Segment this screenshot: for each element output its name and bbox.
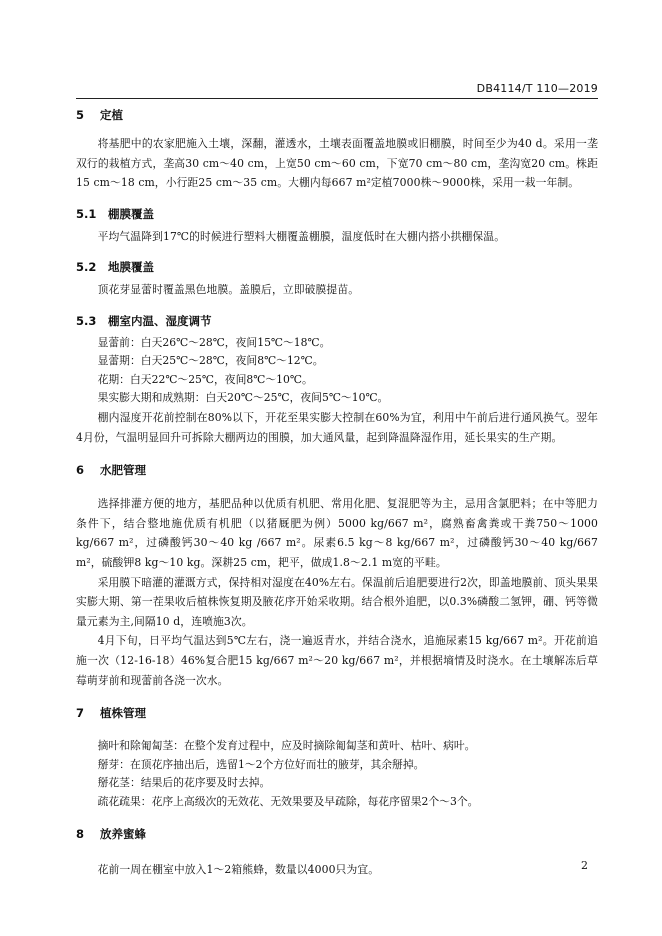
header-divider: [76, 98, 598, 99]
list-item: 疏花疏果：花序上高级次的无效花、无效果要及早疏除，每花序留果2个～3个。: [97, 794, 479, 808]
section-number: 7: [76, 706, 85, 721]
section-5-2-heading: [76, 260, 598, 275]
section-title: 棚室内温、湿度调节: [108, 313, 212, 328]
list-item: 摘叶和除匍匐茎：在整个发育过程中，应及时摘除匍匐茎和黄叶、枯叶、病叶。: [97, 739, 476, 753]
section-6-para-1: 选择排灌方便的地方，基肥品种以优质有机肥、常用化肥、复混肥等为主，忌用含氯肥料；在中等肥力条件下，结合整地施优质有机肥（以猪厩肥为例）5000 kg/667 m²，腐熟畜禽粪或干粪750～1000 kg/667 m²，过磷酸钙30～40 kg /667 m²。尿素6.5 kg～8 kg/667 m²，过磷酸钙30～40 kg/667 m²，硫酸钾8 kg～10 kg。深耕25 cm，耙平，做成1.8～2.1 m宽的平畦。: [76, 497, 598, 569]
section-5-1-body: 平均气温降到17℃的时候进行塑料大棚覆盖棚膜，温度低时在大棚内搭小拱棚保温。: [97, 229, 506, 243]
section-number: 5.3: [76, 313, 97, 328]
section-6-para-3: 4月下旬，日平均气温达到5℃左右，浇一遍返青水，并结合浇水，追施尿素15 kg/667 m²。开花前追施一次（12-16-18）46%复合肥15 kg/667 m²～20 kg/667 m²，并根据墒情及时浇水。在土壤解冻后草莓萌芽前和现蕾前各浇一次水。: [76, 634, 598, 687]
section-6-para-2: 采用膜下暗灌的灌溉方式，保持相对湿度在40%左右。保温前后追肥要进行2次，即盖地膜前、顶头果果实膨大期、第一茬果收后植株恢复期及腋花序开始采收期。结合根外追肥，以0.3%磷酸二氢钾，硼、钙等微量元素为主,间隔10 d，连喷施3次。: [76, 575, 598, 628]
section-number: 8: [76, 827, 85, 842]
section-number: 5: [76, 108, 85, 122]
section-title: 放养蜜蜂: [100, 827, 146, 842]
section-title: 地膜覆盖: [108, 260, 154, 275]
document-code: DB4114/T 110—2019: [476, 82, 598, 95]
section-5-2-body: 顶花芽显蕾时覆盖黑色地膜。盖膜后，立即破膜提苗。: [97, 283, 360, 297]
section-5-heading: [76, 108, 598, 123]
section-number: 5.1: [76, 206, 97, 221]
section-8-heading: [76, 827, 598, 842]
section-title: 水肥管理: [100, 463, 146, 478]
page-content: [76, 104, 598, 880]
section-6-heading: [76, 463, 598, 478]
section-5-body: 将基肥中的农家肥施入土壤，深翻，灌透水，土壤表面覆盖地膜或旧棚膜，时间至少为40 d。采用一垄双行的栽植方式，垄高30 cm～40 cm，上宽50 cm～60 cm，下宽70 cm～80 cm，垄沟宽20 cm。株距15 cm～18 cm，小行距25 cm～35 cm。大棚内每667 m²定植7000株～9000株，采用一栽一年制。: [76, 137, 598, 190]
section-title: 定植: [100, 108, 123, 122]
list-item: 掰花茎：结果后的花序要及时去掉。: [97, 776, 271, 790]
section-5-1-heading: [76, 207, 598, 222]
list-item: 显蕾期：白天25℃～28℃，夜间8℃～12℃。: [97, 354, 324, 368]
section-title: 植株管理: [100, 706, 146, 721]
list-item: 掰芽：在顶花序抽出后，选留1～2个方位好而壮的腋芽，其余掰掉。: [97, 757, 425, 771]
list-item: 显蕾前：白天26℃～28℃，夜间15℃～18℃。: [97, 335, 331, 349]
section-8-body: 花前一周在棚室中放入1～2箱熊蜂，数量以4000只为宜。: [97, 863, 380, 877]
section-5-3-heading: [76, 314, 598, 329]
section-7-list: [76, 737, 598, 811]
list-item: 果实膨大期和成熟期：白天20℃～25℃，夜间5℃～10℃。: [97, 391, 389, 405]
page-number: 2: [581, 859, 588, 872]
list-item: 花期：白天22℃～25℃，夜间8℃～10℃。: [97, 372, 313, 386]
section-number: 5.2: [76, 260, 97, 275]
section-number: 6: [76, 463, 85, 478]
section-title: 棚膜覆盖: [108, 206, 154, 221]
section-7-heading: [76, 706, 598, 721]
section-5-3-list: [76, 334, 598, 408]
section-5-3-body: 棚内湿度开花前控制在80%以下，开花至果实膨大控制在60%为宜，利用中午前后进行通风换气。翌年4月份，气温明显回升可拆除大棚两边的围膜，加大通风量，起到降温降湿作用，延长果实的生产期。: [76, 410, 598, 444]
